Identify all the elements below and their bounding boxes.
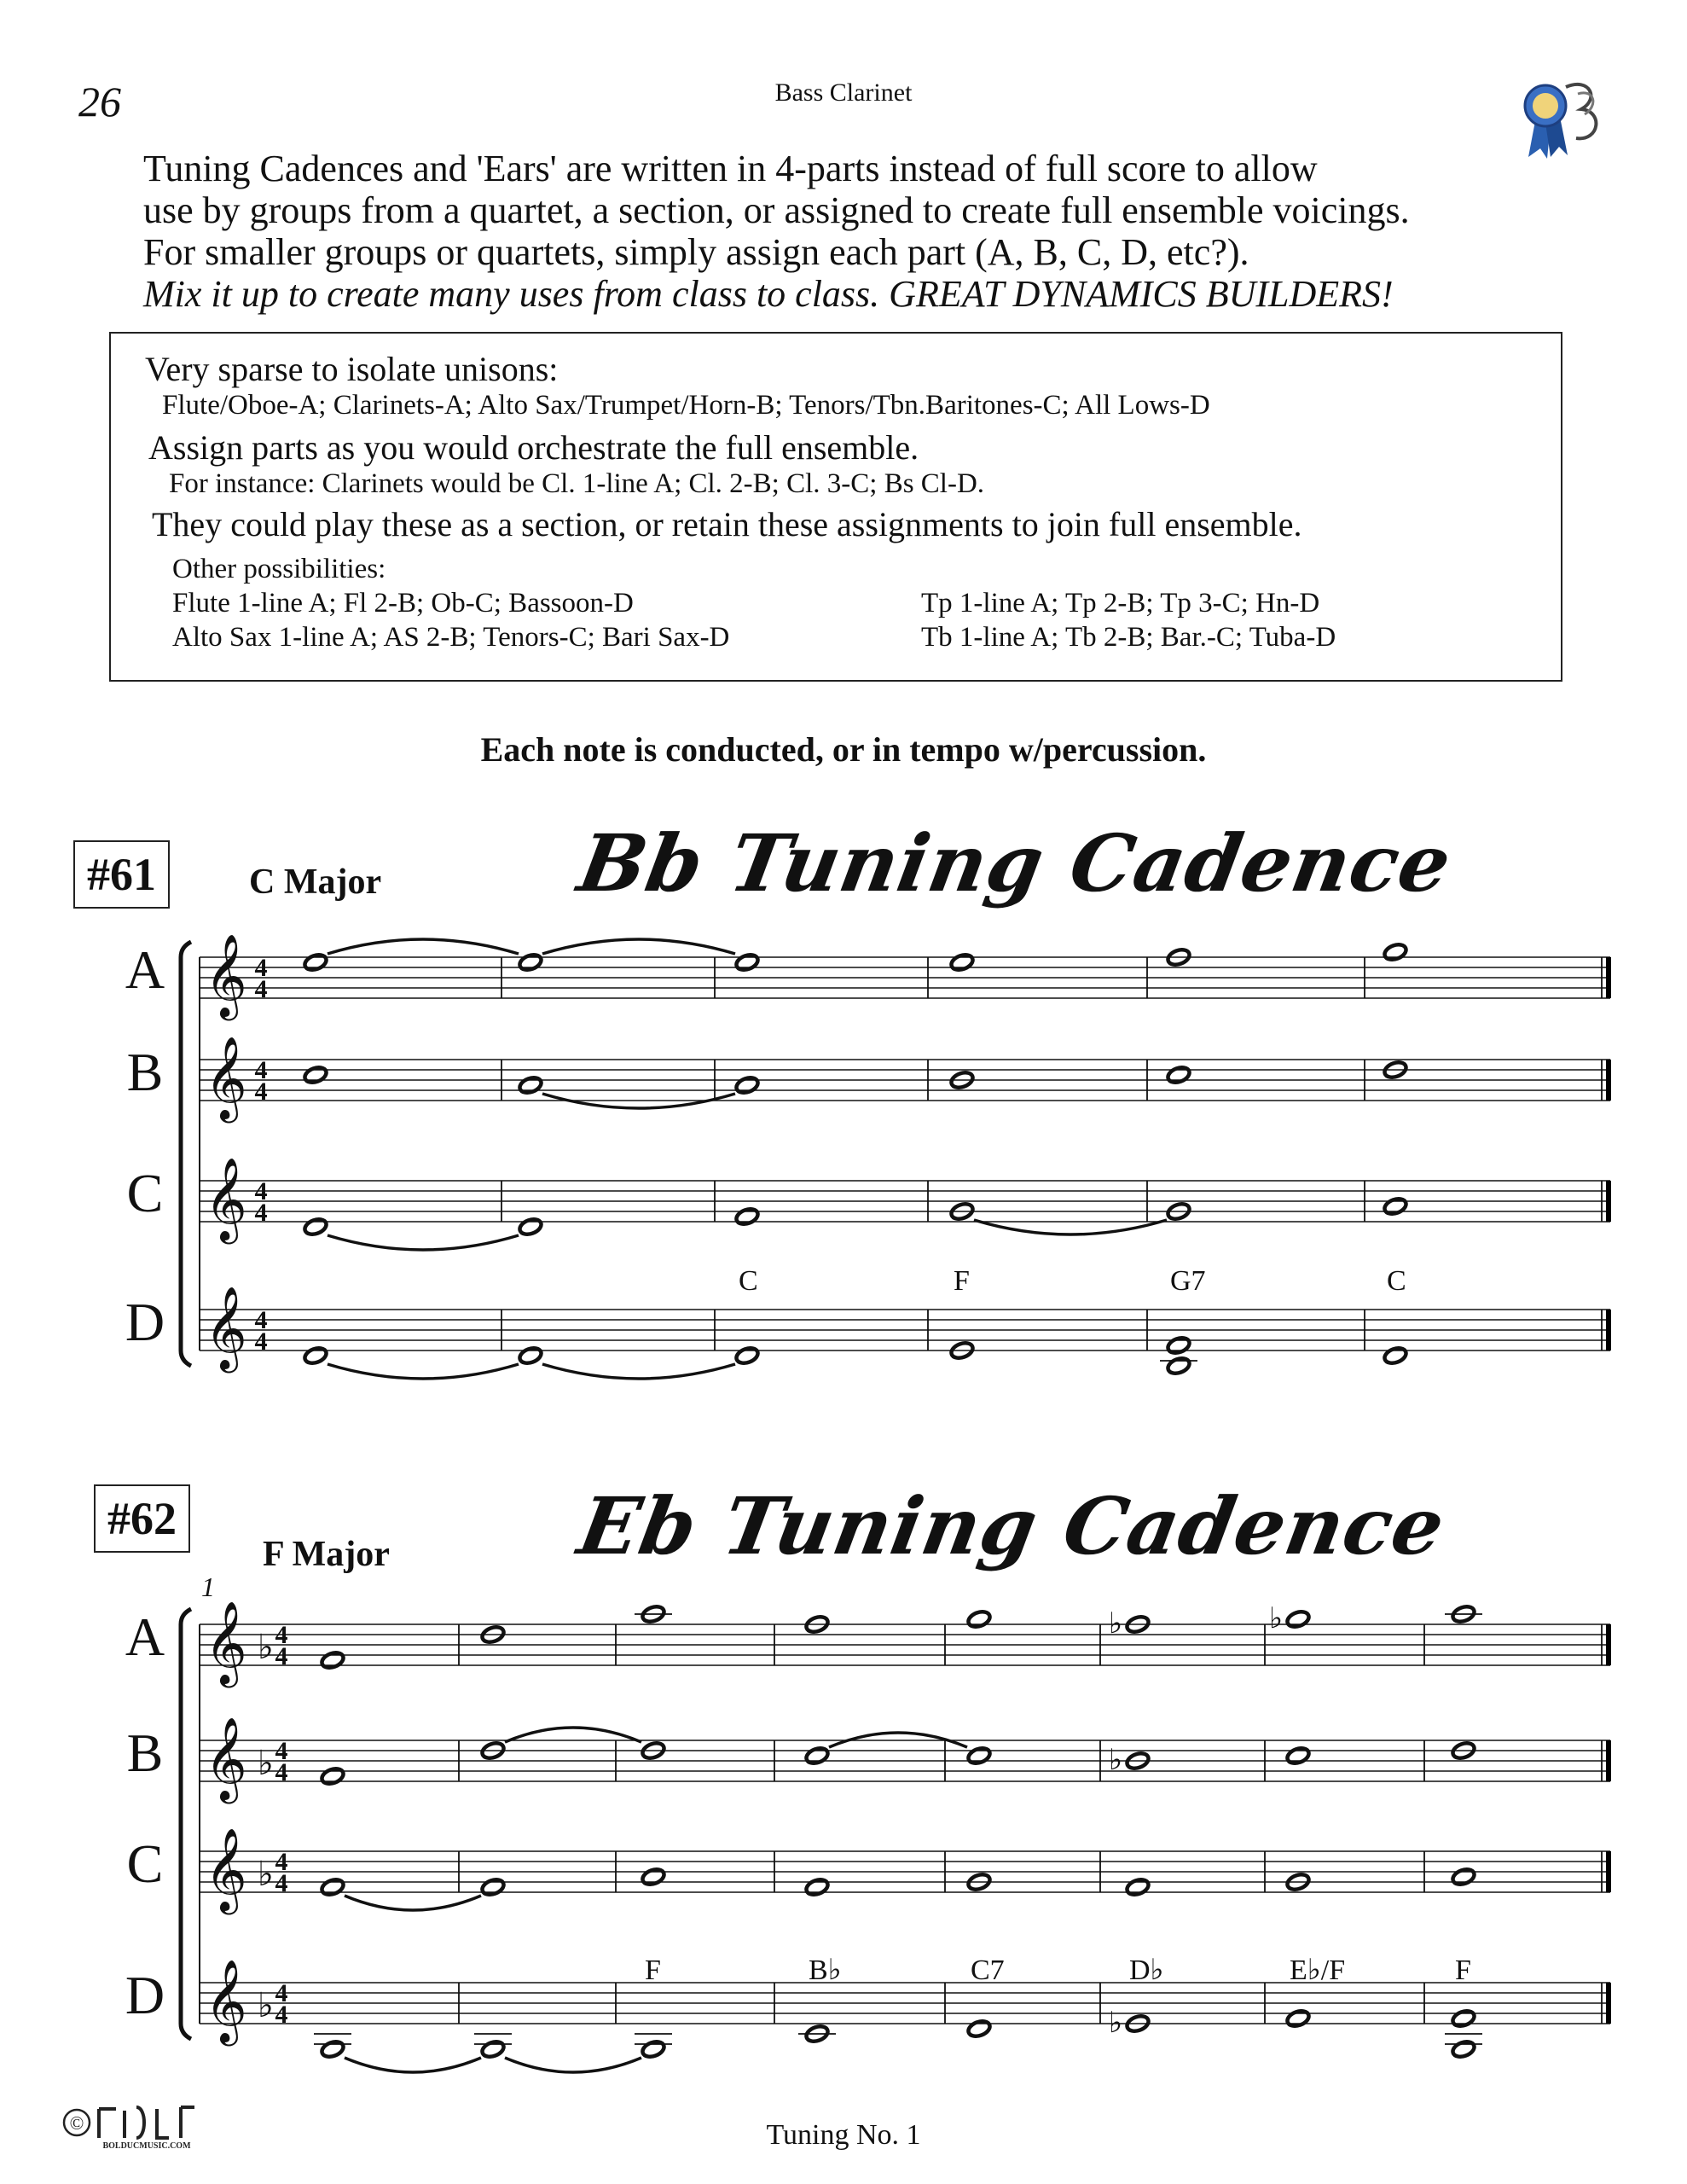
- whole-note: [1383, 1196, 1408, 1217]
- tie: [542, 939, 735, 954]
- footer-title: Tuning No. 1: [766, 2119, 921, 2151]
- final-bar-thick: [1606, 1624, 1611, 1665]
- chord-symbol: G7: [1170, 1265, 1206, 1297]
- system-bracket: [181, 1609, 191, 2039]
- whole-note: [1285, 1745, 1311, 1766]
- whole-note: [1166, 1335, 1191, 1356]
- final-bar-thick: [1606, 1310, 1611, 1350]
- intro-line-1: Tuning Cadences and 'Ears' are written in 4-parts instead of full score to allow: [143, 148, 1318, 189]
- copyright-mark: ©: [69, 2112, 84, 2134]
- whole-note: [1285, 1609, 1311, 1629]
- publisher-name: BOLDUCMUSIC.COM: [102, 2141, 191, 2151]
- final-bar-thick: [1606, 957, 1611, 998]
- conducted-note: Each note is conducted, or in tempo w/percussion.: [480, 730, 1207, 769]
- tie: [345, 2058, 481, 2072]
- whole-note: [966, 1745, 992, 1766]
- whole-note: [641, 2039, 666, 2059]
- whole-note: [1285, 2008, 1311, 2029]
- time-signature-top: 4: [275, 1848, 288, 1876]
- whole-note: [518, 952, 543, 973]
- exercise-number: #61: [73, 840, 170, 909]
- treble-clef-icon: 𝄞: [205, 937, 247, 1016]
- time-signature-top: 4: [254, 1306, 268, 1334]
- whole-note: [518, 1217, 543, 1237]
- chord-symbol: D♭: [1129, 1955, 1164, 1986]
- assign-detail: For instance: Clarinets would be Cl. 1-line A; Cl. 2-B; Cl. 3-C; Bs Cl-D.: [169, 468, 985, 499]
- time-signature-top: 4: [275, 1621, 288, 1649]
- chord-symbol: C: [739, 1265, 758, 1297]
- flat-accidental-icon: ♭: [1269, 1603, 1284, 1635]
- chord-symbol: E♭/F: [1290, 1955, 1346, 1986]
- exercise-number: #62: [94, 1484, 190, 1553]
- key-title: F Major: [263, 1535, 390, 1574]
- time-signature-bottom: 4: [275, 2001, 288, 2029]
- other-right-1: Tp 1-line A; Tp 2-B; Tp 3-C; Hn-D: [921, 588, 1320, 619]
- treble-clef-icon: 𝄞: [205, 1289, 247, 1368]
- whole-note: [303, 1345, 328, 1366]
- whole-note: [734, 1206, 760, 1227]
- part-label: D: [125, 1292, 165, 1352]
- flat-accidental-icon: ♭: [1109, 1745, 1123, 1776]
- whole-note: [320, 1650, 345, 1670]
- time-signature-bottom: 4: [254, 1199, 268, 1227]
- cadence-title: Bb Tuning Cadence: [571, 817, 1458, 909]
- flat-key-signature-icon: ♭: [258, 1628, 274, 1666]
- chord-symbol: C: [1387, 1265, 1406, 1297]
- final-bar-thick: [1606, 1983, 1611, 2024]
- part-label: B: [126, 1722, 164, 1783]
- whole-note: [1125, 1877, 1151, 1897]
- chord-symbol: F: [954, 1265, 970, 1297]
- whole-note: [949, 952, 975, 973]
- flat-key-signature-icon: ♭: [258, 1855, 274, 1893]
- flat-key-signature-icon: ♭: [258, 1744, 274, 1782]
- whole-note: [966, 1609, 992, 1629]
- final-bar-thick: [1606, 1060, 1611, 1101]
- whole-note: [1383, 942, 1408, 962]
- tie: [328, 1364, 519, 1379]
- sparse-detail: Flute/Oboe-A; Clarinets-A; Alto Sax/Trumpet/Horn-B; Tenors/Tbn.Baritones-C; All Lows-D: [162, 390, 1210, 421]
- sparse-heading: Very sparse to isolate unisons:: [145, 350, 559, 388]
- time-signature-bottom: 4: [254, 975, 268, 1003]
- time-signature-bottom: 4: [275, 1869, 288, 1897]
- flat-key-signature-icon: ♭: [258, 1986, 274, 2024]
- key-title: C Major: [249, 863, 382, 902]
- page-number: 26: [78, 78, 121, 125]
- whole-note: [518, 1075, 543, 1095]
- time-signature-top: 4: [254, 1056, 268, 1084]
- whole-note: [1451, 1867, 1476, 1887]
- time-signature-top: 4: [275, 1737, 288, 1765]
- final-bar-thick: [1606, 1851, 1611, 1892]
- assign-heading: Assign parts as you would orchestrate the full ensemble.: [148, 428, 919, 467]
- whole-note: [480, 1877, 506, 1897]
- whole-note: [1451, 2008, 1476, 2029]
- measure-number: 1: [201, 1571, 215, 1602]
- whole-note: [804, 1877, 830, 1897]
- whole-note: [804, 1745, 830, 1766]
- intro-line-2: use by groups from a quartet, a section, or assigned to create full ensemble voicings.: [143, 189, 1410, 231]
- whole-note: [303, 952, 328, 973]
- tie: [328, 939, 519, 954]
- cadence-title: Eb Tuning Cadence: [571, 1480, 1452, 1572]
- chord-symbol: F: [645, 1955, 661, 1986]
- whole-note: [1166, 1065, 1191, 1085]
- part-label: A: [125, 1606, 165, 1667]
- time-signature-top: 4: [275, 1979, 288, 2007]
- whole-note: [320, 1877, 345, 1897]
- treble-clef-icon: 𝄞: [205, 1039, 247, 1118]
- score-system-61: [125, 936, 1611, 1379]
- chord-symbol: C7: [971, 1955, 1005, 1986]
- time-signature-bottom: 4: [254, 1077, 268, 1106]
- whole-note: [320, 2039, 345, 2059]
- whole-note: [1166, 1356, 1191, 1376]
- flat-accidental-icon: ♭: [1109, 2007, 1123, 2039]
- tie: [345, 1896, 481, 1910]
- final-bar-thick: [1606, 1740, 1611, 1781]
- part-label: C: [126, 1833, 164, 1894]
- flat-accidental-icon: ♭: [1109, 1608, 1123, 1640]
- treble-clef-icon: 𝄞: [205, 1160, 247, 1240]
- chord-symbol: B♭: [809, 1955, 842, 1986]
- whole-note: [518, 1345, 543, 1366]
- treble-clef-icon: 𝄞: [205, 1720, 247, 1799]
- final-bar-thick: [1606, 1181, 1611, 1222]
- whole-note: [966, 2018, 992, 2039]
- intro-line-4: Mix it up to create many uses from class to class. GREAT DYNAMICS BUILDERS!: [143, 273, 1394, 315]
- whole-note: [734, 952, 760, 973]
- treble-clef-icon: 𝄞: [205, 1962, 247, 2042]
- tie: [505, 2058, 641, 2072]
- time-signature-top: 4: [254, 954, 268, 982]
- part-label: C: [126, 1163, 164, 1223]
- system-bracket: [181, 942, 191, 1366]
- instrument-name: Bass Clarinet: [774, 78, 913, 107]
- whole-note: [641, 1867, 666, 1887]
- whole-note: [303, 1217, 328, 1237]
- section-line: They could play these as a section, or retain these assignments to join full ensemble.: [152, 505, 1302, 543]
- other-left-1: Flute 1-line A; Fl 2-B; Ob-C; Bassoon-D: [172, 588, 634, 619]
- tie: [328, 1235, 519, 1250]
- score-system-62: [125, 1603, 1611, 2072]
- other-right-2: Tb 1-line A; Tb 2-B; Bar.-C; Tuba-D: [921, 622, 1336, 653]
- whole-note: [1383, 1345, 1408, 1366]
- whole-note: [734, 1075, 760, 1095]
- whole-note: [1451, 2039, 1476, 2059]
- whole-note: [734, 1345, 760, 1366]
- treble-clef-icon: 𝄞: [205, 1831, 247, 1910]
- tie: [542, 1364, 735, 1379]
- time-signature-bottom: 4: [254, 1327, 268, 1356]
- part-label: B: [126, 1042, 164, 1102]
- chord-symbol: F: [1455, 1955, 1471, 1986]
- whole-note: [320, 1766, 345, 1786]
- treble-clef-icon: 𝄞: [205, 1604, 247, 1683]
- intro-line-3: For smaller groups or quartets, simply assign each part (A, B, C, D, etc?).: [143, 231, 1249, 273]
- other-left-2: Alto Sax 1-line A; AS 2-B; Tenors-C; Bari Sax-D: [172, 622, 730, 653]
- time-signature-bottom: 4: [275, 1642, 288, 1670]
- publisher-logo: [61, 2100, 223, 2152]
- time-signature-bottom: 4: [275, 1758, 288, 1786]
- whole-note: [303, 1065, 328, 1085]
- other-heading: Other possibilities:: [172, 554, 386, 584]
- part-label: A: [125, 939, 165, 1000]
- time-signature-top: 4: [254, 1177, 268, 1205]
- part-label: D: [125, 1965, 165, 2025]
- whole-note: [480, 2039, 506, 2059]
